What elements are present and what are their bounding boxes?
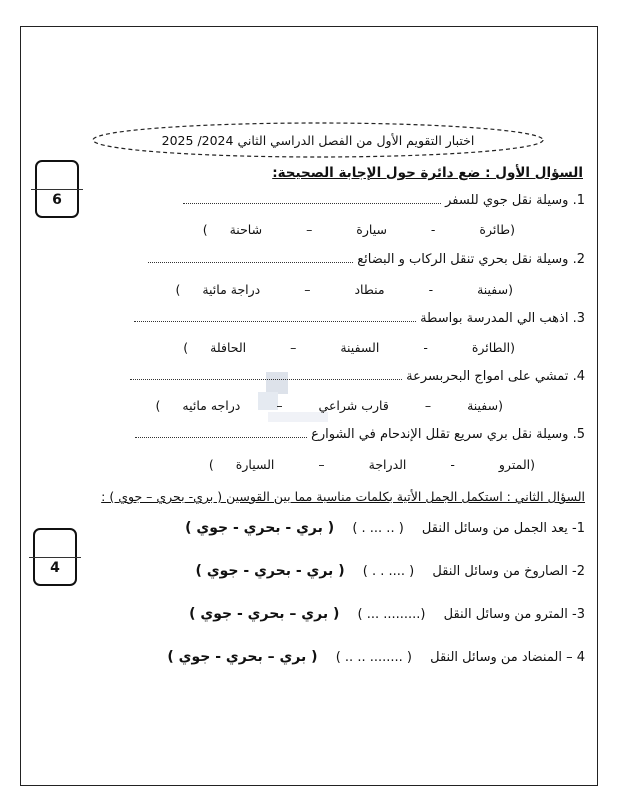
answer-blank[interactable] bbox=[148, 262, 353, 263]
question-5 bbox=[135, 427, 585, 442]
answer-blank[interactable] bbox=[135, 437, 307, 438]
score-box-q2 bbox=[33, 528, 77, 586]
fill-item-2 bbox=[196, 563, 585, 579]
answer-blank[interactable]: ( .... . . ) bbox=[362, 564, 415, 579]
option[interactable]: شاحنة bbox=[229, 222, 263, 237]
answer-blank[interactable] bbox=[183, 203, 441, 204]
question-2 bbox=[148, 252, 585, 267]
separator: – bbox=[306, 222, 313, 237]
paren-open: ( bbox=[498, 398, 503, 413]
options-q5 bbox=[209, 457, 535, 472]
section1-heading: السؤال الأول : ضع دائرة حول الإجابة الصحيحة: bbox=[272, 165, 583, 181]
question-text: المترو من وسائل النقل bbox=[443, 607, 568, 622]
answer-blank[interactable]: (......... ... ) bbox=[357, 607, 426, 622]
choices: ( بري - بحري - جوي ) bbox=[185, 520, 335, 536]
fill-item-1 bbox=[185, 520, 585, 536]
question-text: اذهب الي المدرسة بواسطة bbox=[420, 311, 569, 326]
question-text: وسيلة نقل بري سريع تقلل الإندحام في الشوارع bbox=[311, 427, 569, 442]
question-number: 3- bbox=[572, 607, 585, 622]
question-number: 2. bbox=[572, 252, 585, 267]
option[interactable]: طائرة bbox=[479, 222, 511, 237]
option[interactable]: السيارة bbox=[235, 457, 275, 472]
fill-item-3 bbox=[189, 606, 585, 622]
separator: - bbox=[430, 222, 436, 237]
question-text: تمشي على امواج البحربسرعة bbox=[406, 369, 569, 384]
separator: – bbox=[424, 398, 432, 413]
question-number: 2- bbox=[572, 564, 585, 579]
question-text: وسيلة نقل جوي للسفر bbox=[445, 193, 569, 208]
question-number: 1- bbox=[572, 521, 585, 536]
separator: - bbox=[450, 457, 455, 472]
question-number: 4. bbox=[572, 369, 585, 384]
option[interactable]: قارب شراعي bbox=[318, 398, 389, 413]
choices: ( بري - بحري - جوي ) bbox=[195, 563, 345, 579]
score-total-q1: 6 bbox=[52, 192, 62, 208]
paren-close: ) bbox=[202, 222, 208, 237]
question-3 bbox=[134, 311, 585, 326]
option[interactable]: سفينة bbox=[467, 398, 499, 413]
score-box-q1 bbox=[35, 160, 79, 218]
option[interactable]: سيارة bbox=[356, 222, 387, 237]
options-q1 bbox=[203, 222, 515, 237]
paren-open: ( bbox=[510, 340, 515, 355]
paren-open: ( bbox=[510, 222, 515, 237]
separator: – bbox=[276, 398, 283, 413]
score-divider bbox=[31, 189, 83, 190]
question-1 bbox=[183, 193, 585, 208]
options-q4 bbox=[156, 398, 503, 413]
paren-close: ) bbox=[155, 398, 161, 413]
score-divider bbox=[29, 557, 81, 558]
answer-blank[interactable] bbox=[134, 321, 416, 322]
question-4 bbox=[130, 369, 585, 384]
paren-open: ( bbox=[530, 457, 535, 472]
option[interactable]: الطائرة bbox=[471, 340, 511, 355]
option[interactable]: منطاد bbox=[354, 282, 385, 297]
option[interactable]: سفينة bbox=[477, 282, 509, 297]
choices: ( بري – بحري - جوي ) bbox=[167, 649, 318, 665]
question-text: وسيلة نقل بحري تنقل الركاب و البضائع bbox=[357, 252, 569, 267]
option[interactable]: دراجه مائيه bbox=[182, 398, 241, 413]
option[interactable]: الحافلة bbox=[210, 340, 247, 355]
choices: ( بري – بحري - جوي ) bbox=[189, 606, 340, 622]
question-number: 5. bbox=[572, 427, 585, 442]
separator: - bbox=[428, 282, 434, 297]
separator: - bbox=[423, 340, 428, 355]
answer-blank[interactable]: ( ........ .. .. ) bbox=[335, 650, 412, 665]
section2-heading: السؤال الثاني : استكمل الجمل الأتية بكلمات مناسبة مما بين القوسين ( بري- بحري – جوي ) : bbox=[101, 489, 585, 504]
options-q2 bbox=[175, 282, 513, 297]
option[interactable]: المترو bbox=[498, 457, 531, 472]
question-number: 1. bbox=[572, 193, 585, 208]
paren-close: ) bbox=[208, 457, 214, 472]
option[interactable]: السفينة bbox=[340, 340, 380, 355]
paren-close: ) bbox=[175, 282, 181, 297]
question-number: 3. bbox=[572, 311, 585, 326]
answer-blank[interactable]: ( .. ... . ) bbox=[352, 521, 404, 536]
exam-title: اختبار التقويم الأول من الفصل الدراسي الثاني 2024/ 2025 bbox=[161, 132, 475, 148]
separator: – bbox=[304, 282, 311, 297]
option[interactable]: الدراجة bbox=[368, 457, 407, 472]
question-text: يعد الجمل من وسائل النقل bbox=[421, 521, 568, 536]
question-number: 4 – bbox=[566, 650, 585, 665]
separator: – bbox=[318, 457, 325, 472]
options-q3 bbox=[183, 340, 515, 355]
question-text: المنضاد من وسائل النقل bbox=[430, 650, 562, 665]
option[interactable]: دراجة مائية bbox=[202, 282, 261, 297]
score-total-q2: 4 bbox=[50, 560, 60, 576]
paren-close: ) bbox=[183, 340, 189, 355]
separator: – bbox=[290, 340, 297, 355]
question-text: الصاروخ من وسائل النقل bbox=[432, 564, 568, 579]
answer-blank[interactable] bbox=[130, 379, 402, 380]
fill-item-4 bbox=[167, 649, 585, 665]
paren-open: ( bbox=[508, 282, 513, 297]
